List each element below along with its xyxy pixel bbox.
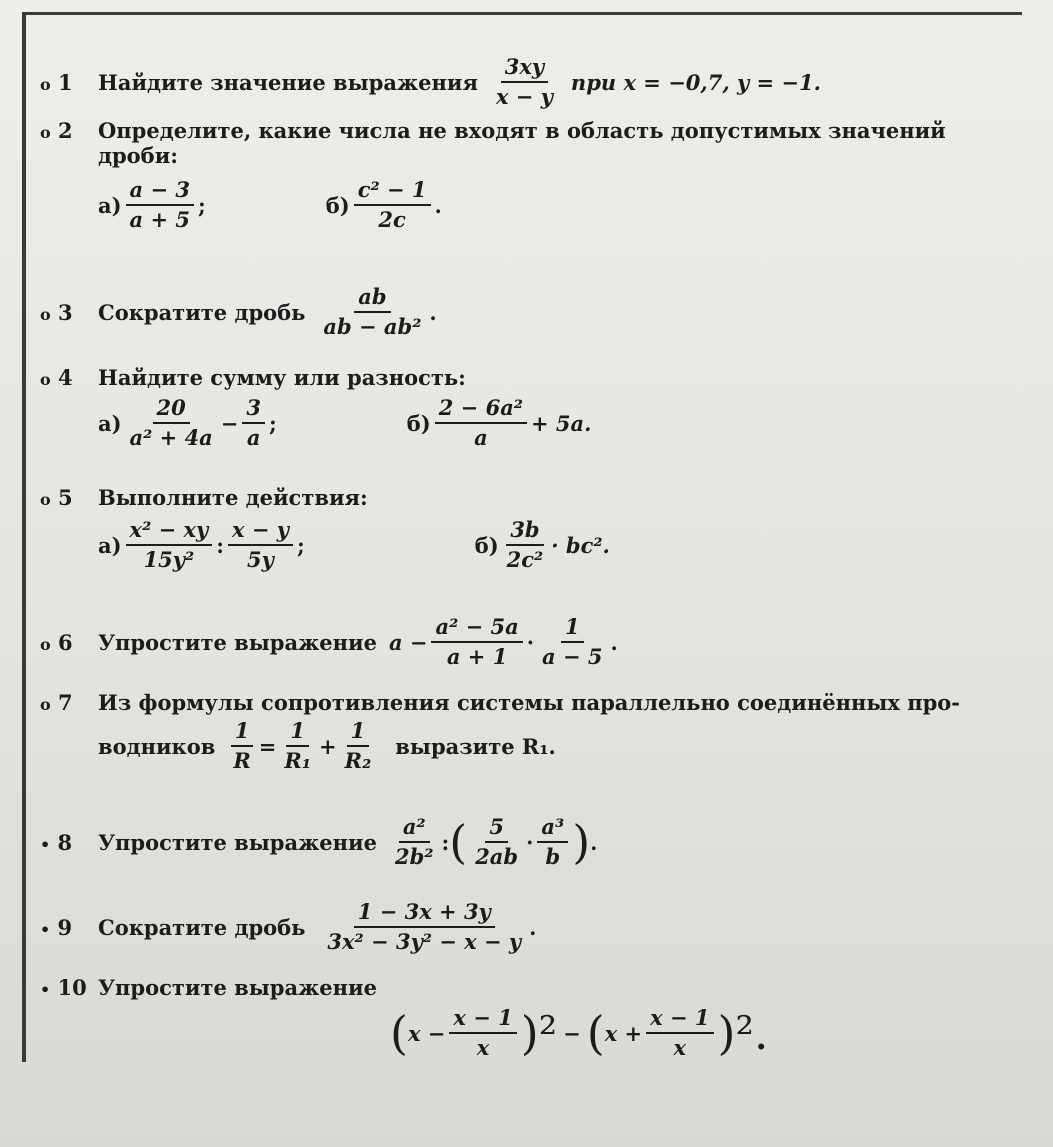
task-number: o 1	[40, 69, 73, 95]
task-9: • 9 Сократите дробь $\frac{1 - 3x + 3y}{\text{3x² − 3y² − x − y}}$ .	[40, 899, 537, 955]
task-text: Упростите выражение	[98, 829, 377, 855]
left-border	[22, 12, 26, 1062]
task-text-cont: дроби:	[98, 143, 179, 168]
option-label: б)	[325, 192, 350, 218]
task-5: o 5 Выполните действия: а) $\frac{\text{x² − xy}}{\text{15y²}}$ : $\frac{x - y}{5y}$ ; б) $\frac{3b}{\text{2c²}}$ · bc².	[40, 485, 610, 573]
fraction: $\frac{\text{a²}}{\text{2b²}}$	[394, 814, 434, 870]
fraction: $\frac{x - y}{5y}$	[228, 518, 293, 572]
fraction: $\frac{\text{a³}}{b}$	[537, 815, 568, 869]
fraction: $\frac{a - 3}{a + 5}$	[126, 178, 194, 232]
fraction: $\frac{x - 1}{x}$	[449, 1006, 516, 1060]
condition: при x = −0,7, y = −1.	[570, 69, 821, 95]
option-label: а)	[98, 192, 122, 218]
task-number: o 4	[40, 365, 73, 390]
fraction: $\frac{1 - 3x + 3y}{\text{3x² − 3y² − x − y}}$	[327, 899, 522, 955]
task-text: Упростите выражение	[98, 629, 377, 655]
fraction: $\frac{x - 1}{x}$	[646, 1006, 713, 1060]
task-number: • 9	[40, 914, 73, 940]
task-6: o 6 Упростите выражение a − $\frac{\text{a² − 5a}}{a + 1}$ · $\frac{1}{a - 5}$ .	[40, 614, 618, 670]
task-text: Сократите дробь	[98, 914, 306, 940]
task-number: o 3	[40, 299, 73, 325]
task-number: o 6	[40, 629, 73, 655]
top-border	[22, 12, 1022, 15]
fraction: $\frac{5}{2ab}$	[475, 814, 519, 870]
task-text: Упростите выражение	[98, 975, 377, 1000]
fraction: $\frac{\text{x² − xy}}{\text{15y²}}$	[126, 518, 213, 572]
task-8: • 8 Упростите выражение $\frac{\text{a²}}{\text{2b²}}$ : ( $\frac{5}{2ab}$ · $\frac{\text{a³}}{b}$ ) .	[40, 814, 598, 870]
task-text: Из формулы сопротивления системы параллельно соединённых про-	[98, 690, 960, 715]
task-1	[40, 55, 821, 109]
task-2: o 2 Определите, какие числа не входят в область допустимых значений дроби: а) $\frac{a - 3}{a + 5}$ ; б) $\frac{\text{c² − 1}}{2c}$ .	[40, 118, 946, 233]
fraction: $\frac{\text{2 − 6a²}}{a}$	[435, 396, 527, 450]
task-4: o 4 Найдите сумму или разность: а) $\frac{20}{\text{a² + 4a}}$ − $\frac{3}{a}$ ; б) $\frac{\text{2 − 6a²}}{a}$ + 5a.	[40, 365, 592, 451]
task-number: o 7	[40, 690, 73, 715]
option-label: а)	[98, 532, 122, 558]
fraction: $\frac{1}{\text{R₁}}$	[284, 718, 312, 774]
fraction: $\frac{1}{R}$	[229, 719, 254, 773]
task-text: Выполните действия:	[98, 485, 368, 510]
task-number: o 2	[40, 118, 73, 143]
task-3: o 3 Сократите дробь $\frac{ab}{\text{ab − ab²}}$ .	[40, 284, 437, 340]
option-label: б)	[474, 532, 499, 558]
fraction: $\frac{1}{\text{R₂}}$	[344, 718, 372, 774]
task-text-cont: водников	[98, 733, 216, 759]
task-text: Найдите значение выражения	[98, 69, 478, 95]
fraction: $\frac{\text{c² − 1}}{2c}$	[354, 178, 431, 232]
fraction: $\frac{3}{a}$	[242, 396, 265, 450]
task-text: Найдите сумму или разность:	[98, 365, 466, 390]
task-number: • 10	[40, 975, 87, 1000]
fraction: $\frac{20}{\text{a² + 4a}}$	[129, 395, 213, 451]
fraction: $\frac{ab}{\text{ab − ab²}}$	[323, 284, 422, 340]
option-label: а)	[98, 410, 122, 436]
task-7: o 7 Из формулы сопротивления системы параллельно соединённых про- водников $\frac{1}{R}$ = $\frac{1}{\text{R₁}}$ + $\frac{1}{\text{R₂}}$ выразите R₁.	[40, 690, 960, 774]
option-label: б)	[406, 410, 431, 436]
fraction: $\frac{3xy}{x - y}$	[495, 54, 553, 110]
task-number: o 5	[40, 485, 73, 510]
expression: ( x − $\frac{x - 1}{x}$ )² − ( x + $\frac{x - 1}{x}$ )².	[390, 1005, 769, 1061]
fraction: $\frac{\text{a² − 5a}}{a + 1}$	[431, 615, 522, 669]
task-text: Сократите дробь	[98, 299, 306, 325]
fraction: $\frac{3b}{\text{2c²}}$	[506, 517, 544, 573]
task-text: Определите, какие числа не входят в область допустимых значений	[98, 118, 946, 143]
task-10	[40, 975, 769, 1060]
task-number: • 8	[40, 829, 73, 855]
fraction: $\frac{1}{a - 5}$	[542, 614, 603, 670]
